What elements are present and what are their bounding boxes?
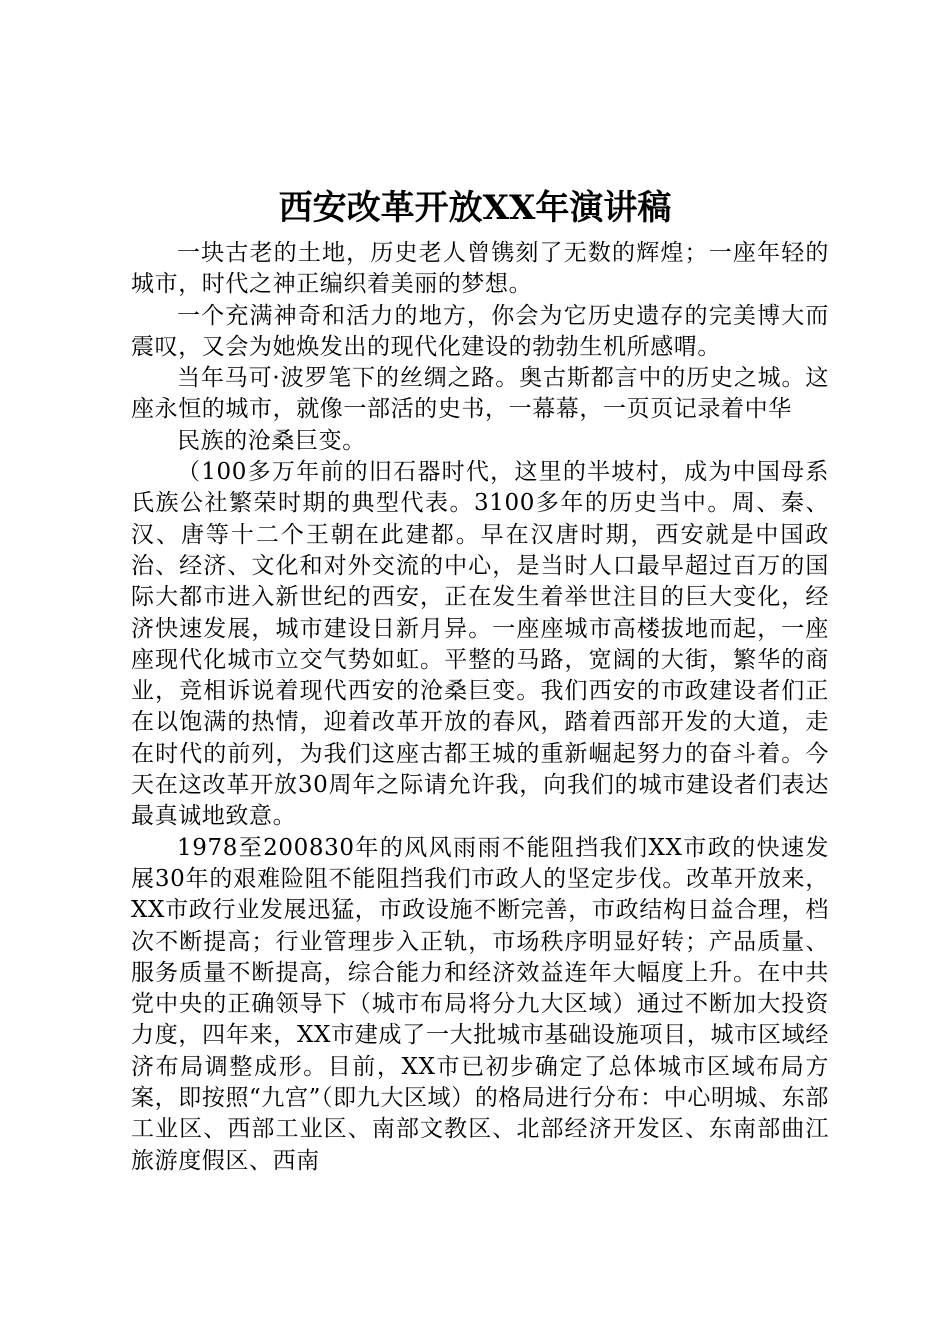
document-title: 西安改革开放XX年演讲稿 xyxy=(278,188,672,228)
paragraph: 一个充满神奇和活力的地方，你会为它历史遗存的完美博大而震叹，又会为她焕发出的现代化建设的勃勃生机所感喟。 xyxy=(131,302,829,360)
paragraph: 当年马可·波罗笔下的丝绸之路。奥古斯都言中的历史之城。这座永恒的城市，就像一部活的史书，一幕幕，一页页记录着中华 xyxy=(131,365,829,423)
paragraph: 1978至200830年的风风雨雨不能阻挡我们XX市政的快速发展30年的艰难险阻不能阻挡我们市政人的坚定步伐。改革开放来，XX市政行业发展迅猛，市政设施不断完善，市政结构日益合理，档次不断提高；行业管理步入正轨，市场秩序明显好转；产品质量、服务质量不断提高，综合能力和经济效益连年大幅度上升。在中共党中央的正确领导下（城市布局将分九大区域）通过不断加大投资力度，四年来，XX市建成了一大批城市基础设施项目，城市区域经济布局调整成形。目前，XX市已初步确定了总体城市区域布局方案，即按照“九宫”（即九大区域）的格局进行分布：中心明城、东部工业区、西部工业区、南部文教区、北部经济开发区、东南部曲江旅游度假区、西南 xyxy=(131,834,829,1174)
paragraph: 民族的沧桑巨变。 xyxy=(177,427,366,454)
document-body xyxy=(131,238,829,1177)
paragraph: （100多万年前的旧石器时代，这里的半坡村，成为中国母系氏族公社繁荣时期的典型代表。3100多年的历史当中。周、秦、汉、唐等十二个王朝在此建都。早在汉唐时期，西安就是中国政治、经济、文化和对外交流的中心，是当时人口最早超过百万的国际大都市进入新世纪的西安，正在发生着举世注目的巨大变化，经济快速发展，城市建设日新月异。一座座城市高楼拔地而起，一座座现代化城市立交气势如虹。平整的马路，宽阔的大街，繁华的商业，竞相诉说着现代西安的沧桑巨变。我们西安的市政建设者们正在以饱满的热情，迎着改革开放的春风，踏着西部开发的大道，走在时代的前列，为我们这座古都王城的重新崛起努力的奋斗着。今天在这改革开放30周年之际请允许我，向我们的城市建设者们表达最真诚地致意。 xyxy=(131,459,829,830)
paragraph: 一块古老的土地，历史老人曾镌刻了无数的辉煌；一座年轻的城市，时代之神正编织着美丽的梦想。 xyxy=(131,240,829,298)
